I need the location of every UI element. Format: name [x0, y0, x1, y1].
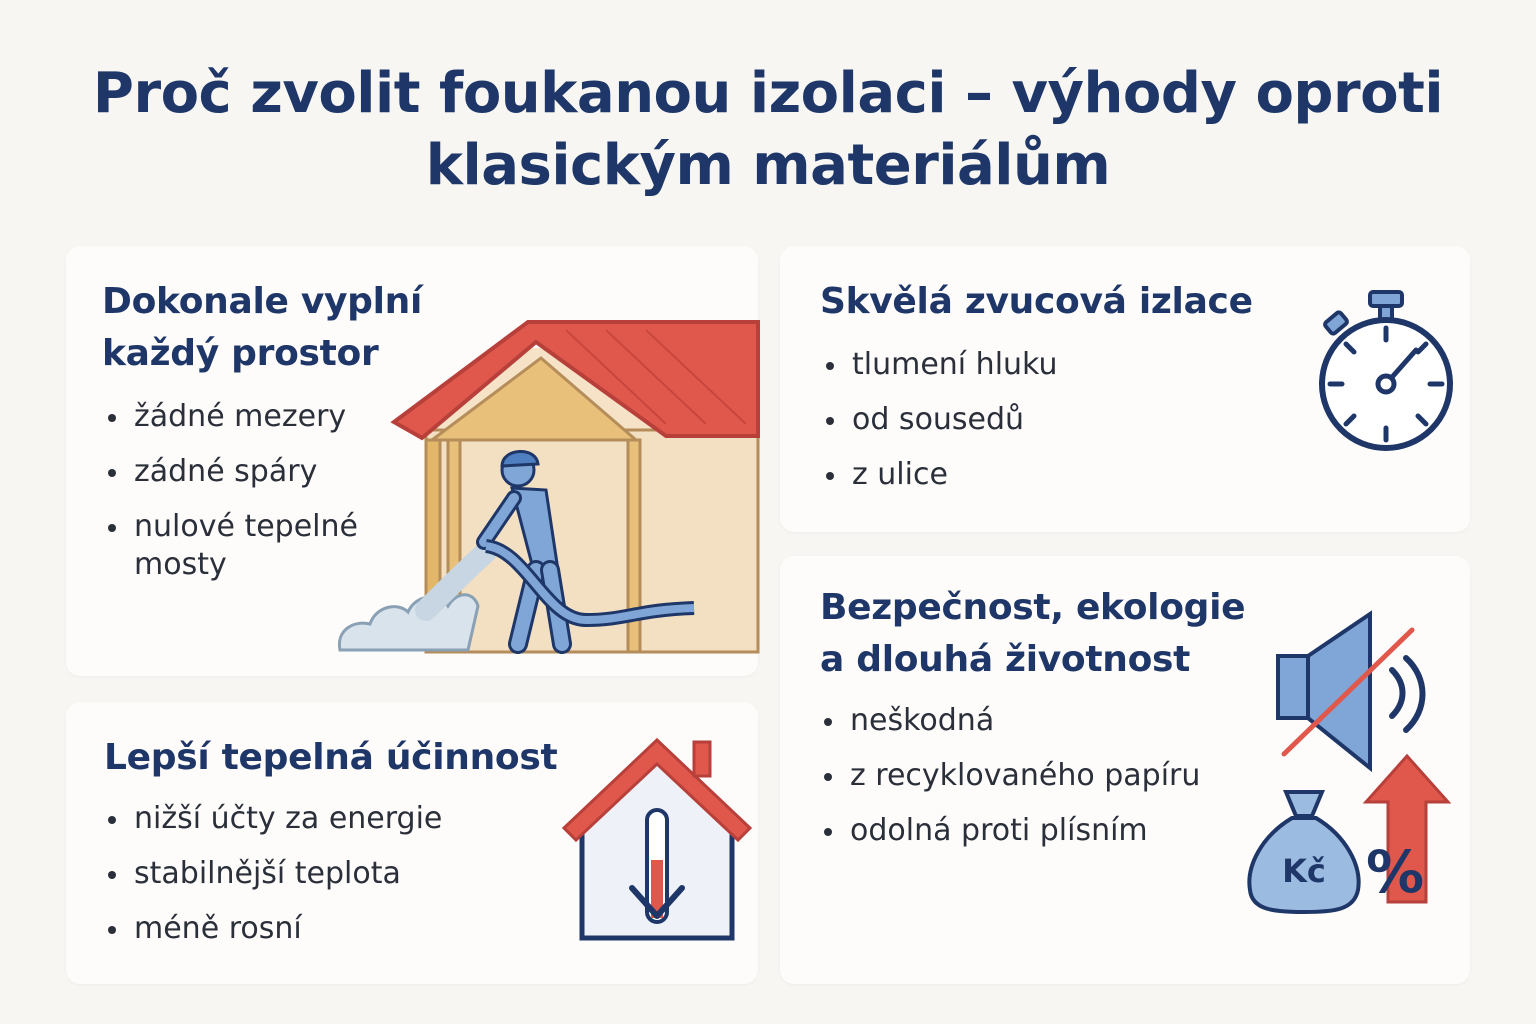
list-item: z ulice — [822, 456, 1202, 494]
card-thermal-efficiency — [66, 702, 758, 984]
list-item: od sousedů — [822, 401, 1202, 439]
list-item: neškodná — [820, 702, 1240, 740]
page-title-line2: klasickým materiálům — [425, 133, 1111, 198]
card-sound-title: Skvělá zvucová izlace — [820, 281, 1253, 322]
list-item: zádné spáry — [104, 453, 394, 491]
card-safety-ecology — [780, 556, 1470, 984]
card-safety-bullets — [820, 702, 1240, 867]
card-sound-insulation — [780, 246, 1470, 532]
card-safety-title-line2: a dlouhá životnost — [820, 639, 1191, 680]
card-thermal-bullets — [104, 800, 524, 965]
list-item: nižší účty za energie — [104, 800, 524, 838]
list-item: odolná proti plísním — [820, 812, 1240, 850]
list-item: z recyklovaného papíru — [820, 757, 1240, 795]
list-item: žádné mezery — [104, 398, 394, 436]
percent-icon — [1360, 834, 1430, 904]
money-bag-icon — [1246, 786, 1362, 916]
house-insulation-worker-icon — [336, 320, 758, 660]
card-safety-title — [820, 582, 1245, 686]
card-fill-every-space — [66, 246, 758, 676]
card-thermal-title: Lepší tepelná účinnost — [104, 737, 558, 778]
stopwatch-icon — [1316, 288, 1456, 450]
page-title — [0, 58, 1536, 202]
card-safety-title-line1: Bezpečnost, ekologie — [820, 587, 1246, 628]
list-item: méně rosní — [104, 910, 524, 948]
money-bag-label: Kč — [1282, 852, 1326, 890]
list-item: stabilnější teplota — [104, 855, 524, 893]
list-item: nulové tepelné mosty — [104, 508, 394, 584]
card-fill-title-line2: každý prostor — [102, 333, 379, 374]
house-thermometer-down-icon — [562, 732, 752, 942]
percent-label: % — [1365, 838, 1425, 906]
card-fill-title-line1: Dokonale vyplní — [102, 281, 423, 322]
muted-speaker-icon — [1274, 608, 1434, 774]
list-item: tlumení hluku — [822, 346, 1202, 384]
page-title-line1: Proč zvolit foukanou izolaci – výhody oproti — [92, 61, 1444, 126]
card-sound-bullets — [822, 346, 1202, 511]
